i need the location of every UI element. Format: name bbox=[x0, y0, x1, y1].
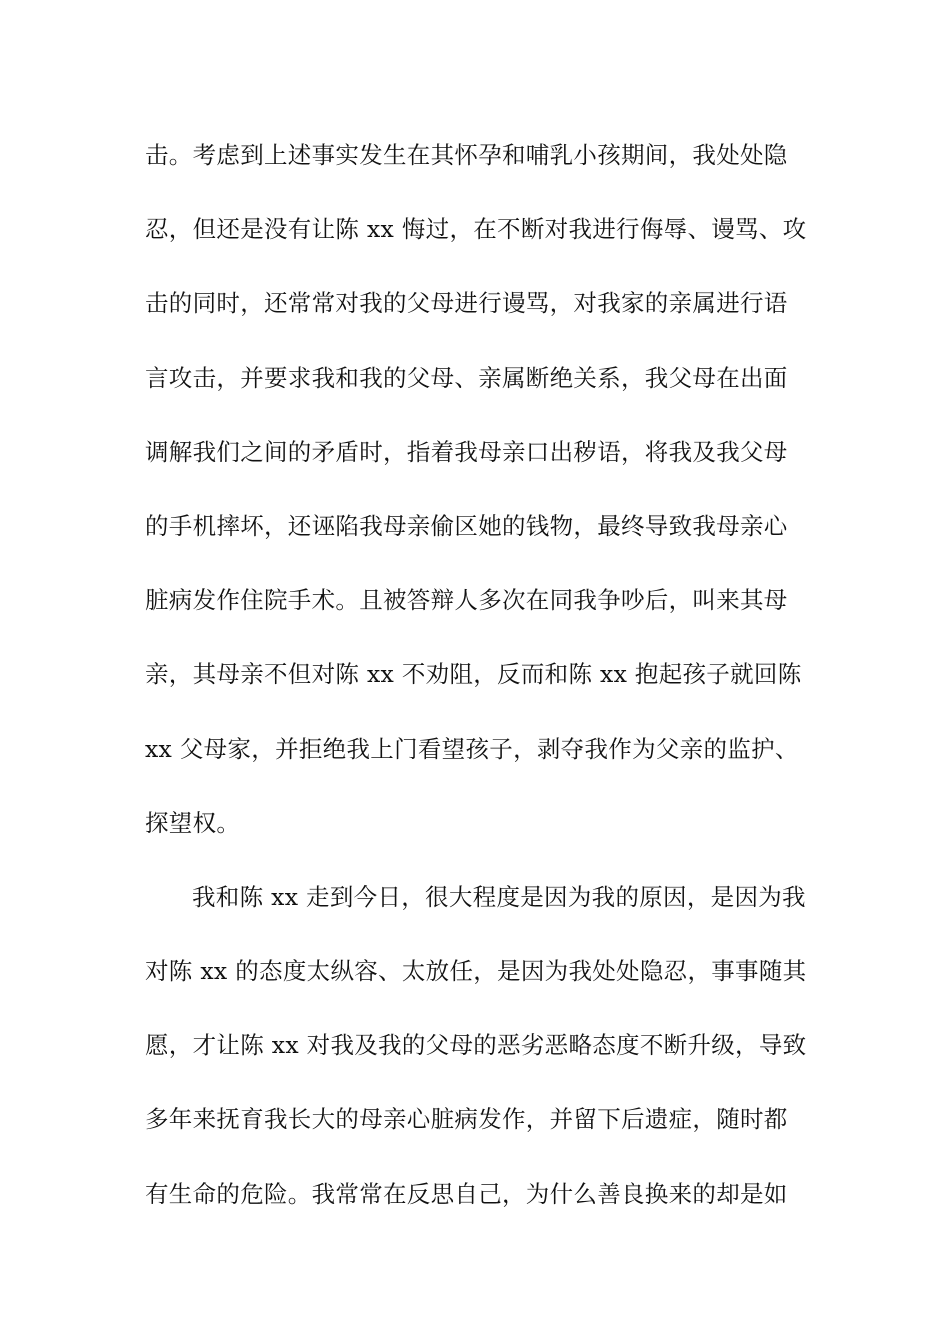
paragraph-2 bbox=[145, 876, 810, 1247]
text-line: 的手机摔坏，还诬陷我母亲偷区她的钱物，最终导致我母亲心 bbox=[145, 511, 788, 540]
text-line: 对陈 xx 的态度太纵容、太放任，是因为我处处隐忍，事事随其 bbox=[145, 957, 807, 986]
text-line: 忍，但还是没有让陈 xx 悔过，在不断对我进行侮辱、谩骂、攻 bbox=[145, 215, 807, 244]
text-line: 有生命的危险。我常常在反思自己，为什么善良换来的却是如 bbox=[145, 1179, 788, 1208]
text-line: 调解我们之间的矛盾时，指着我母亲口出秽语，将我及我父母 bbox=[145, 437, 788, 466]
text-line: 脏病发作住院手术。且被答辩人多次在同我争吵后，叫来其母 bbox=[145, 586, 788, 615]
text-line: 亲，其母亲不但对陈 xx 不劝阻，反而和陈 xx 抱起孩子就回陈 bbox=[145, 660, 802, 689]
text-line: xx 父母家，并拒绝我上门看望孩子，剥夺我作为父亲的监护、 bbox=[145, 734, 799, 763]
text-line: 言攻击，并要求我和我的父母、亲属断绝关系，我父母在出面 bbox=[145, 363, 788, 392]
text-line: 愿，才让陈 xx 对我及我的父母的恶劣恶略态度不断升级，导致 bbox=[145, 1031, 807, 1060]
text-line: 击。考虑到上述事实发生在其怀孕和哺乳小孩期间，我处处隐 bbox=[145, 141, 788, 169]
text-line: 多年来抚育我长大的母亲心脏病发作，并留下后遗症，随时都 bbox=[145, 1105, 788, 1134]
document-body bbox=[145, 134, 810, 1247]
text-line: 探望权。 bbox=[145, 808, 241, 837]
text-line: 击的同时，还常常对我的父母进行谩骂，对我家的亲属进行语 bbox=[145, 289, 788, 318]
text-line: 我和陈 xx 走到今日，很大程度是因为我的原因，是因为我 bbox=[192, 882, 806, 911]
paragraph-1 bbox=[145, 134, 810, 876]
